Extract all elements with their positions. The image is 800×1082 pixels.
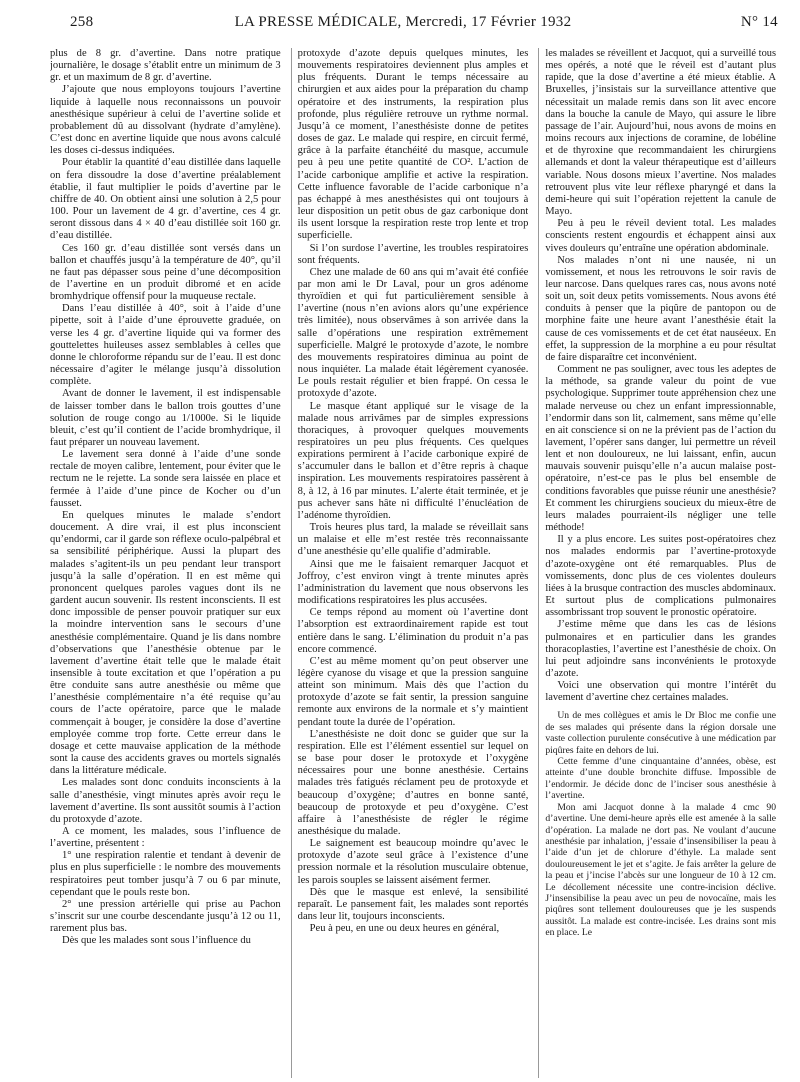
paragraph: Nos malades n’ont ni une nausée, ni un vomissement, et nous les retrouvons le soir ravis de leur narcose. Dans quelques rares cas, nous avons noté soit un, soit deux petits vomissements. Nous avons été conduits à penser que la piqûre de pantopon ou de morphine faite une heure avant l’anesthésie était la cause de ces vomissements et de cet état nauséeux. En effet, la suppression de la morphine a eu pour résultat de faire disparaître cet inconvénient.	[545, 254, 777, 363]
paragraph: En quelques minutes le malade s’endort doucement. A dire vrai, il est plus inconscient qu’endormi, car il garde son réflexe oculo-palpébral et sa sensibilité périphérique. Aussi la plupart des malades s’agitent-ils un peu pendant leur transport jusqu’à la salle d’opération. Il en est même qui prononcent quelques paroles vagues dont ils ne gardent aucun souvenir. Ils restent inconscients. Il est donc impossible de penser pouvoir pratiquer sur eux la moindre intervention sans le secours d’une anesthésie complémentaire. Quand je lis dans nombre d’observations que l’anesthésie obtenue par le lavement d’avertine était telle que le malade était insensible à toute excitation et que l’opération a pu être conduite sans autre anesthésie ou même que l’anesthésie complémentaire n’a été requise qu’au cours de l’acte opératoire, parce que le malade commençait à bouger, je considère la dose d’avertine employée comme trop forte. Cette erreur dans le dosage et cette mauvaise application de la méthode sont la cause des accidents graves ou mortels signalés dans la littérature médicale.	[50, 509, 281, 777]
paragraph: Peu à peu le réveil devient total. Les malades conscients restent engourdis et échappent ainsi aux vives douleurs qu’entraîne une opération abdominale.	[545, 218, 777, 254]
paragraph: Dès que les malades sont sous l’influence du	[62, 935, 251, 947]
paragraph: Voici une observation qui montre l’intérêt du lavement d’avertine chez certaines malades.	[545, 680, 777, 704]
paragraph: Ainsi que me le faisaient remarquer Jacquot et Joffroy, c’est environ vingt à trente minutes après l’administration du lavement que nous observons les modifications respiratoires les plus accusées.	[297, 558, 529, 607]
paragraph: Comment ne pas souligner, avec tous les adeptes de la méthode, sa grande valeur du point de vue psychologique. Supprimer toute appréhension chez une malade nerveuse ou chez un enfant impressionnable, l’endormir dans son lit, calmement, sans même qu’elle en ait conscience si on ne la prévient pas de l’action du lavement, l’opérer sans danger, lui permettre un réveil lent et non douloureux, ne lui laissant, enfin, aucun mauvais souvenir puisqu’elle n’a aucun malaise post-opératoire, n’est-ce pas le plus bel ensemble de conditions favorables que puisse réunir une anesthésie? Et comment les chirurgiens soucieux du mieux-être de leurs malades pourraient-ils négliger une telle méthode!	[545, 364, 777, 534]
paragraph: Chez une malade de 60 ans qui m’avait été confiée par mon ami le Dr Laval, pour un gros adénome thyroïdien et qui fut particulièrement sensible à l’avertine (nous n’en avions alors qu’une expérience très limitée), nous observâmes à son arrivée dans la salle d’opérations une respiration extrêmement superficielle. Malgré le protoxyde d’azote, le nombre des mouvements respiratoires diminua au point de nous inquiéter. La malade était légèrement cyanosée. Le pouls restait régulier et bien frappé. On cessa le protoxyde d’azote.	[297, 266, 529, 400]
paragraph: Dès que le masque est enlevé, la sensibilité reparaît. Le pansement fait, les malades sont reportés dans leur lit, toujours inconscients.	[297, 886, 529, 923]
text-column-3	[538, 48, 776, 1078]
paragraph: plus de 8 gr. d’avertine. Dans notre pratique journalière, le dosage s’établit entre un minimum de 3 gr. et un maximum de 8 gr. d’avertine.	[50, 48, 281, 84]
paragraph: Un de mes collègues et amis le Dr Bloc me confie une de ses malades qui présente dans la région dorsale une vaste collection purulente consécutive à une médication par piqûres faite en dehors de lui.	[545, 710, 777, 756]
paragraph: Le saignement est beaucoup moindre qu’avec le protoxyde d’azote seul grâce à l’existence d’une pression normale et la résolution musculaire obtenue, les parois souples se laissent aisément fermer.	[297, 838, 529, 886]
paragraph: Peu à peu, en une ou deux heures en général,	[309, 923, 500, 935]
paragraph: Avant de donner le lavement, il est indispensable de laisser tomber dans le ballon trois gouttes d’une solution de rouge congo au 1/1000e. Si le liquide bleuit, c’est qu’il contient de l’acide bromhydrique, il faut préparer un nouveau lavement.	[50, 388, 281, 448]
paragraph: J’estime même que dans les cas de lésions pulmonaires et en particulier dans les grandes thoracoplasties, l’avertine est l’anesthésie de choix. On lui peut adjoindre sans inconvénients le protoxyde d’azote.	[545, 619, 777, 679]
paragraph: Cette femme d’une cinquantaine d’années, obèse, est atteinte d’une double bronchite diffuse. Impossible de l’endormir. Je décide donc de l’inciser sous anesthésie à l’avertine.	[545, 756, 777, 802]
text-column-2	[291, 48, 529, 1078]
paragraph: Le lavement sera donné à l’aide d’une sonde rectale de moyen calibre, lentement, pour éviter que le rectum ne le rejette. La sonde sera laissée en place et fermée à l’aide d’une pince de Kocher ou d’un fausset.	[50, 449, 281, 509]
paragraph: A ce moment, les malades, sous l’influence de l’avertine, présentent :	[50, 826, 281, 850]
article-body	[50, 48, 776, 1078]
paragraph: 1° une respiration ralentie et tendant à devenir de plus en plus superficielle : le nombre des mouvements respiratoires peut tomber jusqu’à 7 ou 6 par minute, cependant que le pouls reste bon.	[50, 850, 281, 898]
issue-number: N° 14	[740, 14, 778, 30]
paragraph: C’est au même moment qu’on peut observer une légère cyanose du visage et que la pression sanguine atteint son minimum. Mais dès que l’action du protoxyde d’azote se fait sentir, la pression sanguine remonte aux environs de la normale et s’y maintient pendant toute la durée de l’opération.	[297, 655, 529, 728]
paragraph: 2° une pression artérielle qui prise au Pachon s’inscrit sur une courbe descendante jusqu’à 12 ou 11, rarement plus bas.	[50, 898, 281, 935]
paragraph: Il y a plus encore. Les suites post-opératoires chez nos malades endormis par l’avertine-protoxyde d’azote-oxygène ont été remarquables. Plus de vomissements, donc plus de ces violentes douleurs liées à la brusque contraction des muscles abdominaux. Et surtout plus de complications pulmonaires assombrissant trop souvent le pronostic opératoire.	[545, 534, 777, 619]
paragraph: Le masque étant appliqué sur le visage de la malade nous arrivâmes par de simples expressions thoraciques, à provoquer quelques mouvements respiratoires un peu plus fréquents. Ces quelques expirations permirent à l’acide carbonique expiré de s’accumuler dans le ballon et d’être repris à chaque inspiration. Les mouvements respiratoires passèrent à 8, à 12, à 16 par minutes. L’alerte était terminée, et je pus achever sans hâte ni difficulté l’énucléation de l’adénome thyroïdien.	[297, 400, 529, 521]
journal-title: LA PRESSE MÉDICALE, Mercredi, 17 Février 1932	[234, 14, 572, 30]
paragraph: Pour établir la quantité d’eau distillée dans laquelle on fera dissoudre la dose d’avertine préalablement établie, il faut multiplier le poids d’avertine par le chiffre de 40. On obtient ainsi une solution à 2,5 pour 100. Pour un lavement de 4 gr. d’avertine, ces 4 gr. seront dissous dans 4 × 40 d’eau distillée soit 160 gr. d’eau distillée.	[50, 157, 281, 242]
paragraph: Ces 160 gr. d’eau distillée sont versés dans un ballon et chauffés jusqu’à la température de 40°, qu’il ne faut pas dépasser sous peine d’une décomposition de l’avertine en un produit dibromé et en acide bromhydrique offensif pour la muqueuse rectale.	[50, 242, 281, 303]
paragraph: Les malades sont donc conduits inconscients à la salle d’anesthésie, vingt minutes après avoir reçu le lavement d’avertine. Ils sont aussitôt soumis à l’action du protoxyde d’azote.	[50, 777, 281, 825]
paragraph: Ce temps répond au moment où l’avertine dont l’absorption est extraordinairement rapide est tout entière dans le sang. L’élimination du produit n’a pas encore commencé.	[297, 607, 529, 655]
text-column-1	[50, 48, 281, 1078]
paragraph: J’ajoute que nous employons toujours l’avertine liquide à laquelle nous reconnaissons un pouvoir anesthésique supérieur à celui de l’avertine solide et probablement dû au dissolvant (hydrate d’amylène). C’est donc en avertine liquide que nous avons calculé les doses ci-dessus indiquées.	[50, 84, 281, 157]
paragraph: L’anesthésiste ne doit donc se guider que sur la respiration. Elle est l’élément essentiel sur lequel on se base pour doser le protoxyde et l’oxygène nécessaires pour une bonne anesthésie. Certains malades très fatigués réclament peu de protoxyde et beaucoup d’oxygène; d’autres en bonne santé, beaucoup de protoxyde et peu d’oxygène. C’est affaire à l’anesthésiste de régler le régime anesthésique du malade.	[297, 728, 529, 837]
paragraph: Trois heures plus tard, la malade se réveillait sans un malaise et elle m’est restée très reconnaissante d’une anesthésie qu’elle qualifie d’admirable.	[297, 522, 529, 558]
paragraph: les malades se réveillent et Jacquot, qui a surveillé tous mes opérés, a noté que le réveil est d’autant plus rapide, que la dose d’avertine a été mieux établie. A Bruxelles, j’insistais sur la surveillance attentive que nécessitait un malade remis dans son lit avec encore dans la bouche la canule de Mayo, qui assure le libre passage de l’air. Aujourd’hui, nous avons de moins en moins recours aux injections de coramine, de lobéline et de thyroxine que recommandaient les chirurgiens allemands et dont la valeur thérapeutique est d’ailleurs variable. Nous dosons mieux l’avertine. Nos malades retrouvent plus vite leur réflexe pharyngé et dans la demi-heure qui suit l’opération rejettent la canule de Mayo.	[545, 48, 777, 218]
paragraph: Dans l’eau distillée à 40°, soit à l’aide d’une pipette, soit à l’aide d’une éprouvette graduée, on verse les 4 gr. d’avertine liquide qui va former des gouttelettes huileuses assez semblables à celles que donne le chloroforme répandu sur de l’eau. Il est donc nécessaire d’agiter le mélange jusqu’à dissolution complète.	[50, 303, 281, 388]
page-number: 258	[70, 14, 94, 30]
paragraph: Si l’on surdose l’avertine, les troubles respiratoires sont fréquents.	[297, 242, 529, 266]
paragraph: protoxyde d’azote depuis quelques minutes, les mouvements respiratoires deviennent plus amples et plus fréquents. Durant le temps nécessaire au chirurgien et aux aides pour la préparation du champ opératoire et des instruments, la respiration plus profonde, plus régulière retrouve un rythme normal. Jusqu’à ce moment, l’anesthésiste donne de petites doses de gaz. Le malade qui respire, en circuit fermé, grâce à la parfaite étanchéité du masque, accumule peu à peu une petite quantité de CO². L’action de l’acide carbonique amplifie et active la respiration. Cette influence favorable de l’acide carbonique n’a pas échappé à mes anesthésistes qui ont toujours à leur disposition un petit obus de gaz carbonique dont ils usent lorsque la respiration reste trop lente et trop superficielle.	[297, 48, 529, 242]
page-header	[28, 14, 778, 36]
paragraph: Mon ami Jacquot donne à la malade 4 cmc 90 d’avertine. Une demi-heure après elle est amenée à la salle d’opération. La malade ne dort pas. Ne voulant d’aucune anesthésie par inhalation, j’essaie d’insensibiliser la peau à l’aide d’un jet de chlorure d’éthyle. La malade sent douloureusement le jet et s’agite. Je fais arrêter la gelure de la peau et j’incise l’abcès sur une longueur de 10 à 12 cm. Le décollement nécessite une contre-incision déclive. J’insensibilise la peau avec un peu de novocaïne, mais les piqûres sont tellement douloureuses que je les suspends aussitôt. La malade est contre-incisée. Les drains sont mis en place. Le	[545, 801, 777, 939]
